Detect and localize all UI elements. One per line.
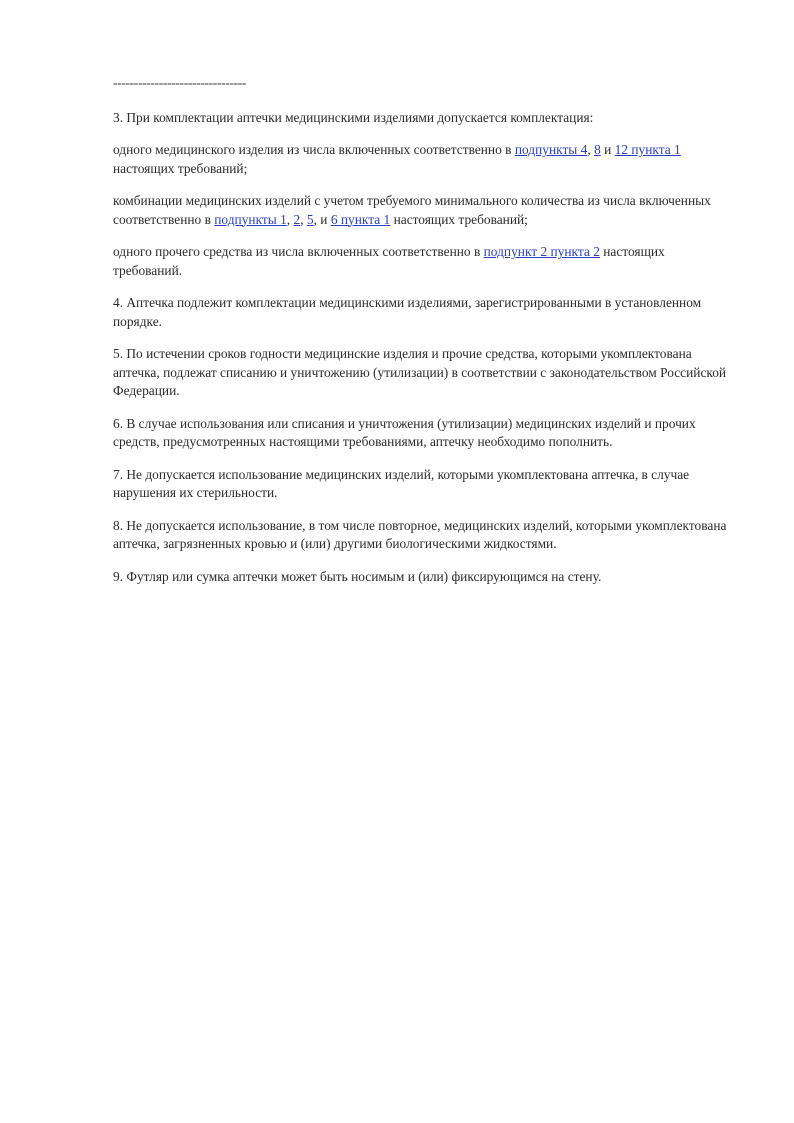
paragraph-5: 5. По истечении сроков годности медицинские изделия и прочие средства, которыми укомплектована аптечка, подлежат списанию и уничтожению (утилизации) в соответствии с законодательством Российской Федерации. [113, 346, 727, 398]
comma: , [300, 211, 307, 227]
paragraph-7: 7. Не допускается использование медицинских изделий, которыми укомплектована аптечка, в случае нарушения их стерильности. [113, 466, 690, 500]
link-subitem-2-point-2[interactable]: подпункт 2 пункта 2 [483, 244, 600, 259]
link-subitem-8[interactable]: 8 [594, 142, 601, 157]
paragraph-6: 6. В случае использования или списания и уничтожения (утилизации) медицинских изделий и прочих средств, предусмотренных настоящими требованиями, аптечку необходимо пополнить. [113, 415, 696, 449]
paragraph-3c [113, 243, 733, 280]
link-subitems-4[interactable]: подпункты 4 [514, 142, 588, 157]
paragraph-4: 4. Аптечка подлежит комплектации медицинскими изделиями, зарегистрированными в установленном порядке. [113, 295, 702, 329]
footnote-separator: -------------------------------- [113, 75, 247, 90]
paragraph-3c-text-after: настоящих требований. [113, 244, 665, 278]
comma: , [286, 211, 294, 227]
paragraph-8: 8. Не допускается использование, в том числе повторное, медицинских изделий, которыми укомплектована аптечка, загрязненных кровью и (или) другими биологическими жидкостями. [113, 517, 727, 551]
link-item-12-point-1[interactable]: 12 пункта 1 [614, 142, 681, 157]
paragraph-3a-text-after: настоящих требований; [113, 160, 248, 176]
paragraph-3a-text-before: одного медицинского изделия из числа включенных соответственно в [113, 142, 515, 157]
conjunction: , и [313, 211, 331, 227]
document-body [113, 74, 733, 600]
link-subitem-5[interactable]: 5 [306, 211, 314, 227]
comma: , [587, 142, 595, 157]
paragraph-3: 3. При комплектации аптечки медицинскими изделиями допускается комплектация: [113, 109, 594, 125]
paragraph-9: 9. Футляр или сумка аптечки может быть носимым и (или) фиксирующимся на стену. [113, 568, 602, 584]
paragraph-3c-text-before: одного прочего средства из числа включенных соответственно в [113, 244, 484, 259]
paragraph-3a [113, 141, 733, 178]
paragraph-3b [113, 192, 733, 229]
link-item-6-point-1[interactable]: 6 пункта 1 [330, 211, 391, 227]
paragraph-3b-text-before: комбинации медицинских изделий с учетом требуемого минимального количества из числа включенных соответственно в [113, 193, 711, 227]
link-subitem-2[interactable]: 2 [293, 211, 301, 227]
paragraph-3b-text-after: настоящих требований; [390, 211, 528, 227]
link-subitems-1[interactable]: подпункты 1 [214, 211, 287, 227]
conjunction: и [600, 142, 615, 157]
